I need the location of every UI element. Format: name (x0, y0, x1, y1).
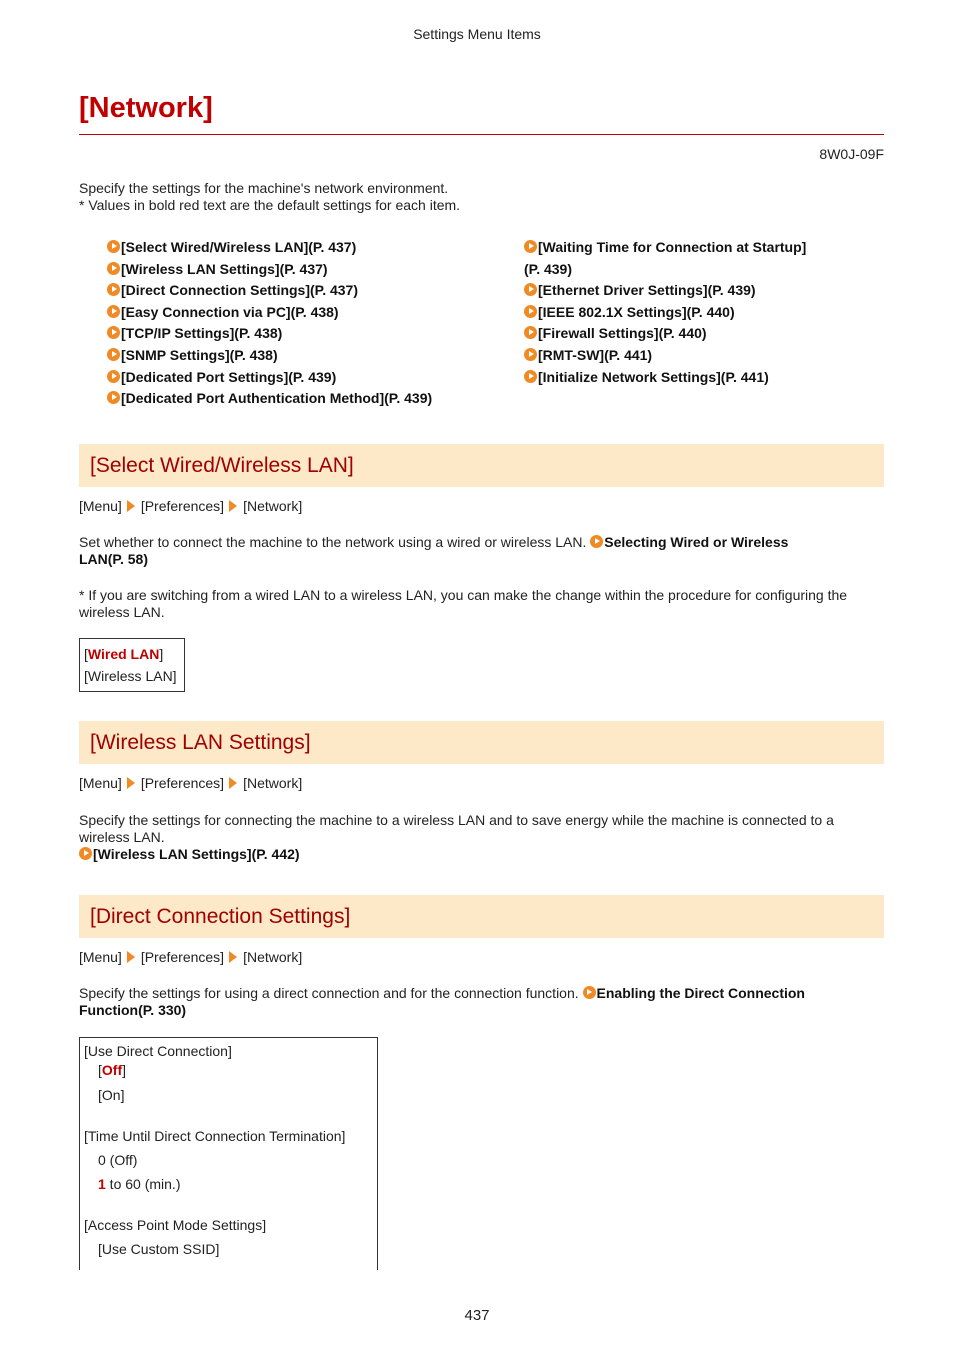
path-arrow-icon (229, 951, 237, 963)
toc-link[interactable] (107, 323, 507, 345)
document-id: 8W0J-09F (819, 146, 884, 162)
toc-link[interactable] (107, 367, 507, 389)
menu-path-network: [Network] (243, 498, 303, 514)
toc-link[interactable] (524, 367, 854, 389)
menu-path-network: [Network] (243, 775, 303, 791)
link-arrow-icon (524, 326, 537, 339)
link-arrow-icon (524, 240, 537, 253)
default-value: 1 (98, 1176, 106, 1192)
toc-link[interactable] (524, 280, 854, 302)
options-box (79, 1037, 378, 1270)
menu-path-network: [Network] (243, 949, 303, 965)
menu-path-preferences: [Preferences] (140, 498, 225, 514)
link-arrow-icon (107, 370, 120, 383)
link-arrow-icon (524, 370, 537, 383)
toc-left-column (107, 237, 507, 410)
toc-link[interactable] (107, 280, 507, 302)
option-group-title: [Time Until Direct Connection Termination] (84, 1128, 346, 1144)
toc-link[interactable] (524, 237, 854, 259)
option-range (98, 1176, 181, 1192)
section-header-direct-connection (79, 895, 884, 938)
toc-link-label: [Ethernet Driver Settings](P. 439) (538, 282, 756, 299)
section-note: * If you are switching from a wired LAN to a wireless LAN, you can make the change within the procedure for configuring the wireless LAN. (79, 587, 848, 620)
options-box (79, 638, 185, 692)
toc-link[interactable] (107, 237, 507, 259)
reference-link-label-2: LAN(P. 58) (79, 551, 148, 567)
section-header-wireless-lan (79, 721, 884, 764)
description-text: Set whether to connect the machine to the network using a wired or wireless LAN. (79, 534, 587, 550)
page-number: 437 (464, 1307, 490, 1324)
path-arrow-icon (127, 777, 135, 789)
section-heading: [Select Wired/Wireless LAN] (90, 454, 354, 477)
path-arrow-icon (229, 777, 237, 789)
intro-text (79, 180, 884, 214)
option-item: [Wireless LAN] (84, 668, 177, 684)
option-default (98, 1062, 126, 1078)
description-text: Specify the settings for using a direct connection and for the connection function. (79, 985, 579, 1001)
default-value: Off (101, 1062, 123, 1078)
toc-link-label: [Initialize Network Settings](P. 441) (538, 368, 769, 385)
link-arrow-icon (583, 986, 596, 999)
toc-link[interactable] (524, 345, 854, 367)
bracket: [ (98, 1062, 102, 1078)
menu-path (79, 949, 302, 965)
toc-link-label: [Firewall Settings](P. 440) (538, 325, 707, 342)
path-arrow-icon (127, 500, 135, 512)
section-heading: [Wireless LAN Settings] (90, 731, 311, 754)
toc-link-label: [Select Wired/Wireless LAN](P. 437) (121, 239, 357, 255)
section-description (79, 985, 884, 1019)
reference-link[interactable] (79, 846, 884, 863)
section-header-wired-wireless (79, 444, 884, 487)
link-arrow-icon (590, 535, 603, 548)
reference-link-label: Selecting Wired or Wireless (604, 534, 789, 550)
link-arrow-icon (107, 391, 120, 404)
toc-link-label: [Waiting Time for Connection at Startup] (538, 239, 807, 255)
bracket: [ (84, 646, 88, 662)
title-rule (79, 134, 884, 135)
link-arrow-icon (524, 348, 537, 361)
link-arrow-icon (79, 847, 92, 860)
reference-link-label: Enabling the Direct Connection (596, 985, 805, 1001)
option-group-title: [Access Point Mode Settings] (84, 1217, 267, 1233)
toc-right-column (524, 237, 854, 388)
toc-link-label: [IEEE 802.1X Settings](P. 440) (538, 303, 735, 320)
toc-link-label: [SNMP Settings](P. 438) (121, 346, 278, 363)
running-header: Settings Menu Items (413, 26, 541, 42)
path-arrow-icon (127, 951, 135, 963)
link-arrow-icon (107, 283, 120, 296)
option-default (84, 643, 180, 665)
option-item: [Use Custom SSID] (98, 1241, 220, 1257)
toc-link[interactable] (107, 302, 507, 324)
toc-link[interactable] (524, 323, 854, 345)
menu-path (79, 498, 302, 514)
toc-link[interactable] (107, 345, 507, 367)
toc-link-label: [Direct Connection Settings](P. 437) (121, 282, 359, 299)
link-arrow-icon (107, 262, 120, 275)
reference-link-label: [Wireless LAN Settings](P. 442) (93, 846, 300, 862)
link-arrow-icon (107, 305, 120, 318)
toc-link[interactable] (524, 302, 854, 324)
option-group-title: [Use Direct Connection] (84, 1043, 232, 1059)
reference-link-label-2: Function(P. 330) (79, 1002, 187, 1018)
menu-path-preferences: [Preferences] (140, 949, 225, 965)
section-description (79, 534, 884, 568)
link-arrow-icon (107, 326, 120, 339)
intro-line-2: * Values in bold red text are the default settings for each item. (79, 197, 461, 213)
option-item: [On] (98, 1087, 125, 1103)
description-text: Specify the settings for connecting the machine to a wireless LAN and to save energy while the machine is connected to a wireless LAN. (79, 812, 834, 845)
intro-line-1: Specify the settings for the machine's network environment. (79, 180, 449, 196)
bracket: ] (122, 1062, 126, 1078)
menu-path-menu: [Menu] (79, 775, 122, 791)
section-heading: [Direct Connection Settings] (90, 905, 351, 928)
menu-path-menu: [Menu] (79, 498, 122, 514)
toc-link[interactable] (107, 259, 507, 281)
bracket: ] (159, 646, 164, 662)
toc-link-label: [Dedicated Port Authentication Method](P. 439) (121, 390, 433, 407)
section-description (79, 812, 884, 863)
toc-link-label: [Wireless LAN Settings](P. 437) (121, 260, 328, 277)
toc-link[interactable] (107, 388, 507, 410)
page-title: [Network] (79, 92, 213, 124)
toc-link-label: [RMT-SW](P. 441) (538, 346, 653, 363)
toc-link-label: [TCP/IP Settings](P. 438) (121, 325, 283, 342)
menu-path-menu: [Menu] (79, 949, 122, 965)
menu-path-preferences: [Preferences] (140, 775, 225, 791)
link-arrow-icon (107, 240, 120, 253)
range-text: to 60 (min.) (105, 1176, 181, 1192)
default-value: Wired LAN (87, 646, 160, 662)
toc-link-label: [Easy Connection via PC](P. 438) (121, 303, 339, 320)
link-arrow-icon (107, 348, 120, 361)
path-arrow-icon (229, 500, 237, 512)
toc-link-label: [Dedicated Port Settings](P. 439) (121, 368, 337, 385)
toc-link-continuation[interactable]: (P. 439) (524, 260, 572, 277)
option-item: 0 (Off) (98, 1152, 138, 1168)
link-arrow-icon (524, 283, 537, 296)
menu-path (79, 775, 302, 791)
link-arrow-icon (524, 305, 537, 318)
